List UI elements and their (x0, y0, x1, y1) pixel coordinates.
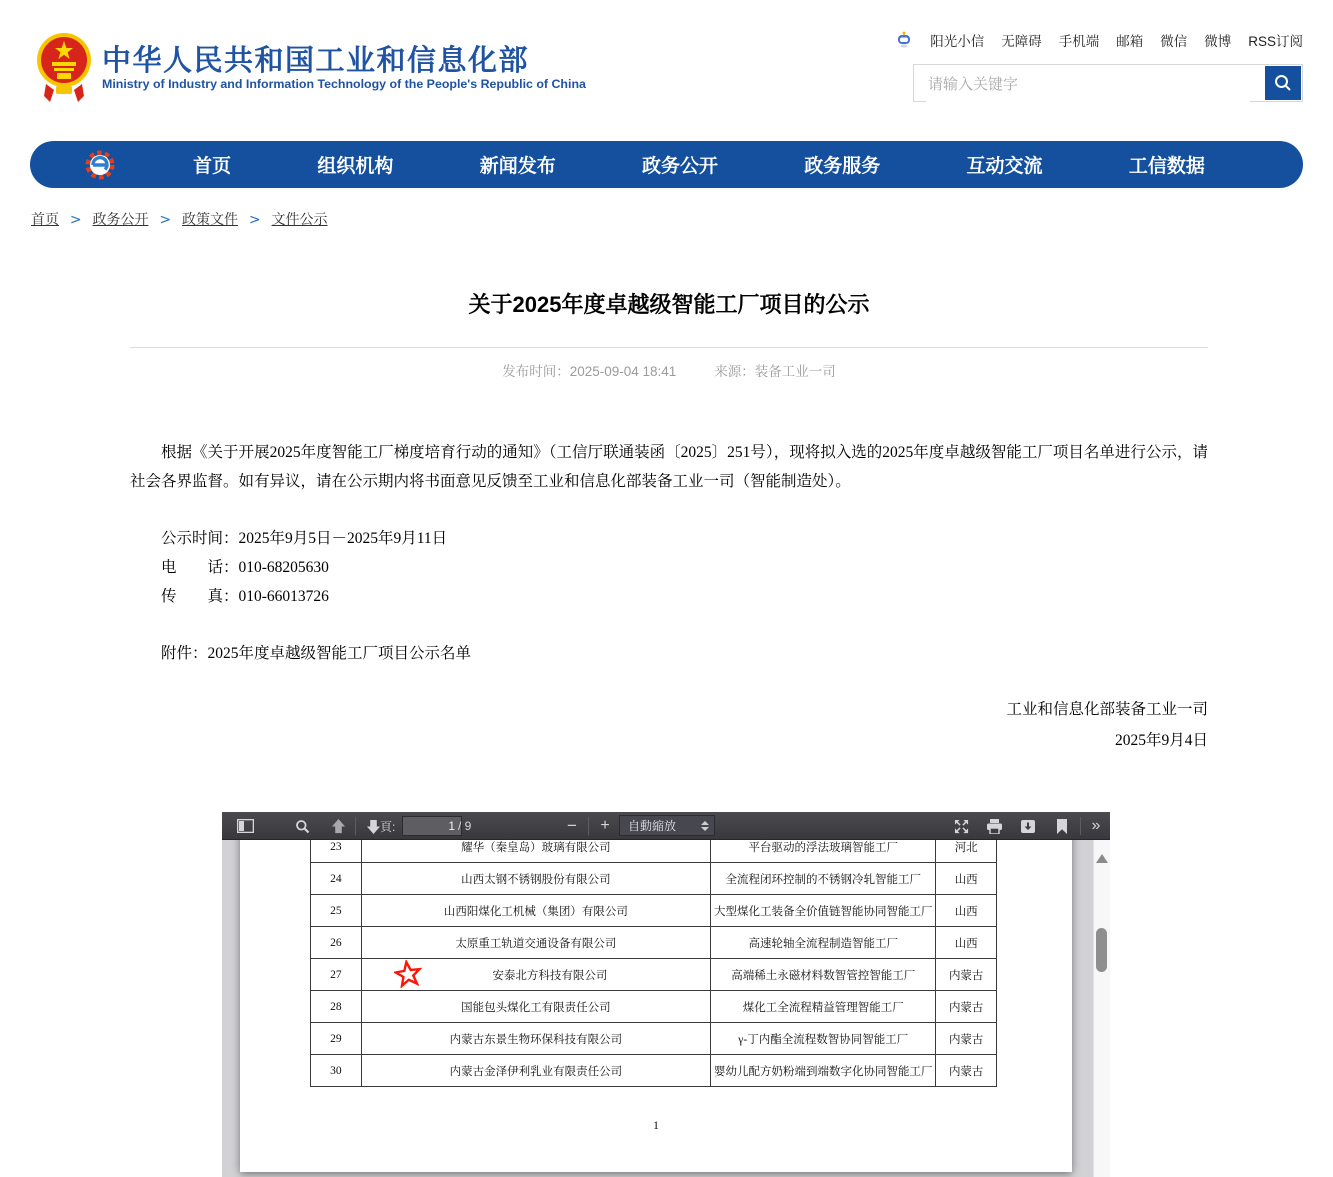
company-cell: 耀华（秦皇岛）玻璃有限公司 (361, 840, 710, 863)
download-button[interactable] (1015, 814, 1041, 838)
bookmark-icon (1056, 819, 1068, 834)
project-cell: 婴幼儿配方奶粉端到端数字化协同智能工厂 (711, 1055, 936, 1087)
scroll-up-arrow-icon[interactable] (1096, 854, 1108, 863)
province-cell: 山西 (936, 863, 997, 895)
miit-gear-icon (85, 150, 115, 180)
quick-link-wechat[interactable]: 微信 (1160, 34, 1188, 49)
toolbar-divider (588, 817, 589, 835)
page-label: 頁: (380, 819, 396, 834)
signature-block (130, 694, 1208, 756)
signature-date: 2025年9月4日 (1114, 732, 1208, 749)
sidebar-toggle-button[interactable] (232, 814, 258, 838)
sidebar-toggle-icon (237, 819, 254, 833)
breadcrumb-separator: > (159, 212, 172, 228)
company-cell: 山西阳煤化工机械（集团）有限公司 (361, 895, 710, 927)
toolbar-divider (1080, 817, 1081, 835)
article-paragraph: 根据《关于开展2025年度智能工厂梯度培育行动的通知》（工信厅联通装函〔2025〕251号），现将拟入选的2025年度卓越级智能工厂项目名单进行公示，请社会各界监督。如有异议，请在公示期内将书面意见反馈至工业和信息化部装备工业一司（智能制造处）。 (130, 444, 1208, 490)
breadcrumb-home[interactable]: 首页 (31, 211, 59, 227)
download-icon (1020, 819, 1036, 834)
title-divider (130, 347, 1208, 348)
project-cell: 煤化工全流程精益管理智能工厂 (711, 991, 936, 1023)
zoom-mode-value: 自動縮放 (628, 819, 677, 833)
quick-link-accessibility[interactable]: 无障碍 (1001, 34, 1042, 49)
nav-items (115, 151, 1303, 178)
red-star-annotation-icon (394, 960, 422, 988)
pdf-page (240, 840, 1072, 1172)
print-button[interactable] (981, 814, 1007, 838)
arrow-up-icon (331, 819, 346, 834)
province-cell: 山西 (936, 895, 997, 927)
notice-period-line: 公示时间：2025年9月5日－2025年9月11日 (161, 530, 448, 547)
search-icon (295, 819, 310, 834)
pdf-page-number: 1 (653, 1118, 659, 1132)
nav-item-home[interactable]: 首页 (193, 156, 232, 177)
quick-link-mobile[interactable]: 手机端 (1058, 34, 1100, 49)
zoom-mode-select[interactable] (619, 815, 715, 836)
attachment-line: 附件：2025年度卓越级智能工厂项目公示名单 (161, 645, 472, 662)
company-cell: 安泰北方科技有限公司 (361, 959, 710, 991)
province-cell: 河北 (936, 840, 997, 863)
nav-item-interaction[interactable]: 互动交流 (966, 156, 1043, 177)
company-cell: 国能包头煤化工有限责任公司 (361, 991, 710, 1023)
page-number-input[interactable] (402, 816, 462, 836)
arrow-down-icon (366, 819, 381, 834)
project-cell: 大型煤化工装备全价值链智能协同智能工厂 (711, 895, 936, 927)
nav-item-data[interactable]: 工信数据 (1128, 156, 1205, 177)
printer-icon (986, 819, 1003, 834)
pdf-content-area (222, 840, 1110, 1177)
table-row (311, 991, 997, 1023)
quick-link-rss[interactable]: RSS订阅 (1248, 34, 1303, 49)
zoom-out-button[interactable]: − (562, 812, 582, 840)
row-no: 24 (311, 863, 362, 895)
pdf-scrollbar[interactable] (1093, 840, 1110, 1177)
site-title: 中华人民共和国工业和信息化部 (102, 45, 530, 77)
find-button[interactable] (290, 814, 314, 838)
company-cell: 太原重工轨道交通设备有限公司 (361, 927, 710, 959)
publish-info (130, 360, 1208, 380)
breadcrumb-separator: > (69, 212, 82, 228)
publish-time: 发布时间：2025-09-04 18:41 (502, 364, 677, 379)
zoom-in-button[interactable]: + (595, 812, 615, 840)
project-cell: γ-丁内酯全流程数智协同智能工厂 (711, 1023, 936, 1055)
fullscreen-icon (954, 819, 969, 834)
fax-line: 传 真：010-66013726 (161, 588, 329, 605)
pdf-viewer (222, 812, 1110, 1177)
phone-line: 电 话：010-68205630 (161, 559, 329, 576)
quick-links (895, 30, 1303, 50)
quick-link-weibo[interactable]: 微博 (1204, 34, 1232, 49)
breadcrumb-gov-affairs[interactable]: 政务公开 (92, 211, 149, 227)
nav-item-gov-affairs[interactable]: 政务公开 (641, 156, 718, 177)
quick-link-mail[interactable]: 邮箱 (1116, 34, 1144, 49)
page-total: / 9 (458, 819, 472, 833)
page-title: 关于2025年度卓越级智能工厂项目的公示 (468, 292, 870, 317)
site-subtitle: Ministry of Industry and Information Technology of the People's Republic of China (102, 77, 586, 91)
previous-page-button[interactable] (326, 814, 350, 838)
province-cell: 内蒙古 (936, 991, 997, 1023)
table-row (311, 1023, 997, 1055)
project-cell: 全流程闭环控制的不锈钢冷轧智能工厂 (711, 863, 936, 895)
smart-factory-table (310, 840, 997, 1087)
province-cell: 内蒙古 (936, 959, 997, 991)
province-cell: 山西 (936, 927, 997, 959)
project-cell: 平台驱动的浮法玻璃智能工厂 (711, 840, 936, 863)
table-row (311, 927, 997, 959)
province-cell: 内蒙古 (936, 1055, 997, 1087)
row-no: 23 (311, 840, 362, 863)
main-nav (30, 141, 1303, 188)
row-no: 26 (311, 927, 362, 959)
table-row (311, 863, 997, 895)
scrollbar-thumb[interactable] (1096, 928, 1107, 972)
breadcrumb-separator: > (248, 212, 261, 228)
project-cell: 高速轮轴全流程制造智能工厂 (711, 927, 936, 959)
source: 来源：装备工业一司 (714, 364, 836, 379)
row-no: 27 (311, 959, 362, 991)
search-button[interactable] (1265, 66, 1301, 100)
company-cell: 山西太钢不锈钢股份有限公司 (361, 863, 710, 895)
article-body (130, 438, 1208, 756)
company-cell: 内蒙古东景生物环保科技有限公司 (361, 1023, 710, 1055)
nav-item-organization[interactable]: 组织机构 (317, 156, 394, 177)
row-no: 25 (311, 895, 362, 927)
row-no: 29 (311, 1023, 362, 1055)
row-no: 28 (311, 991, 362, 1023)
toolbar-divider (355, 817, 356, 835)
nav-item-news[interactable]: 新闻发布 (479, 156, 556, 177)
table-row (311, 895, 997, 927)
select-stepper-icon (701, 821, 709, 831)
presentation-mode-button[interactable] (948, 814, 974, 838)
search-input[interactable] (926, 65, 1250, 103)
breadcrumb-current: 文件公示 (271, 211, 328, 227)
pdf-toolbar (222, 812, 1110, 840)
search-box (913, 64, 1303, 102)
breadcrumb (31, 209, 328, 229)
bookmark-button[interactable] (1049, 814, 1075, 838)
company-cell: 内蒙古金泽伊利乳业有限责任公司 (361, 1055, 710, 1087)
row-no: 30 (311, 1055, 362, 1087)
table-row (311, 1055, 997, 1087)
site-header (0, 0, 1333, 130)
article (130, 255, 1208, 756)
province-cell: 内蒙古 (936, 1023, 997, 1055)
table-row (311, 840, 997, 863)
table-row-starred (311, 959, 997, 991)
search-icon (1273, 73, 1293, 93)
project-cell: 高端稀土永磁材料数智管控智能工厂 (711, 959, 936, 991)
signature-department: 工业和信息化部装备工业一司 (1006, 701, 1208, 718)
more-tools-button[interactable]: » (1086, 812, 1106, 840)
nav-item-gov-services[interactable]: 政务服务 (804, 156, 881, 177)
breadcrumb-policy-files[interactable]: 政策文件 (182, 211, 239, 227)
quick-link-sunshine[interactable]: 阳光小信 (930, 34, 985, 49)
mascot-robot-icon (895, 31, 913, 49)
national-emblem-logo (36, 28, 92, 104)
